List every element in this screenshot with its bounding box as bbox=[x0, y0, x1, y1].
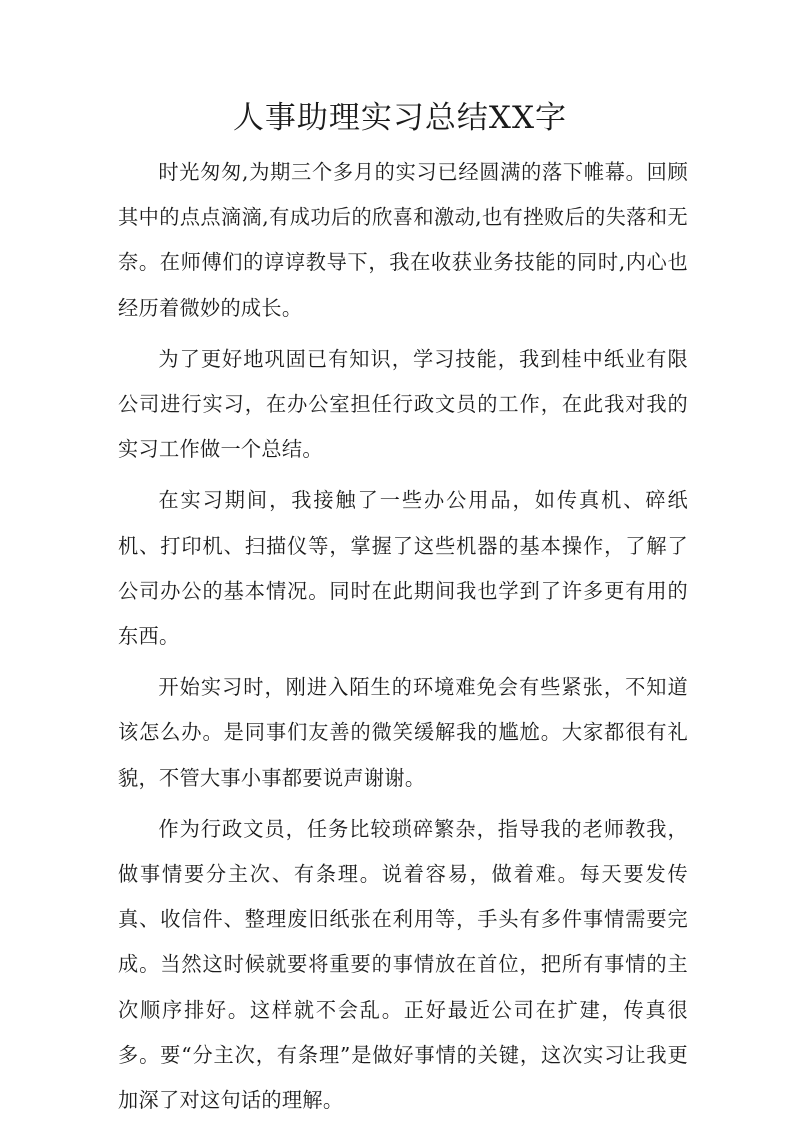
document-body bbox=[118, 150, 688, 1129]
paragraph-5: 作为行政文员，任务比较琐碎繁杂，指导我的老师教我，做事情要分主次、有条理。说着容易，做着难。每天要发传真、收信件、整理废旧纸张在利用等，手头有多件事情需要完成。当然这时候就要将重要的事情放在首位，把所有事情的主次顺序排好。这样就不会乱。正好最近公司在扩建，传真很多。要“分主次，有条理”是做好事情的关键，这次实习让我更加深了对这句话的理解。 bbox=[118, 816, 688, 1113]
paragraph-2: 为了更好地巩固已有知识，学习技能，我到桂中纸业有限公司进行实习，在办公室担任行政文员的工作，在此我对我的实习工作做一个总结。 bbox=[118, 346, 688, 462]
paragraph-3: 在实习期间，我接触了一些办公用品，如传真机、碎纸机、打印机、扫描仪等，掌握了这些机器的基本操作，了解了公司办公的基本情况。同时在此期间我也学到了许多更有用的东西。 bbox=[118, 488, 688, 649]
document-title: 人事助理实习总结XX字 bbox=[232, 100, 568, 136]
paragraph-1: 时光匆匆,为期三个多月的实习已经圆满的落下帷幕。回顾其中的点点滴滴,有成功后的欣喜和激动,也有挫败后的失落和无奈。在师傅们的谆谆教导下，我在收获业务技能的同时,内心也经历着微妙的成长。 bbox=[118, 160, 688, 320]
paragraph-4: 开始实习时，刚进入陌生的环境难免会有些紧张，不知道该怎么办。是同事们友善的微笑缓解我的尴尬。大家都很有礼貌，不管大事小事都要说声谢谢。 bbox=[118, 675, 688, 790]
